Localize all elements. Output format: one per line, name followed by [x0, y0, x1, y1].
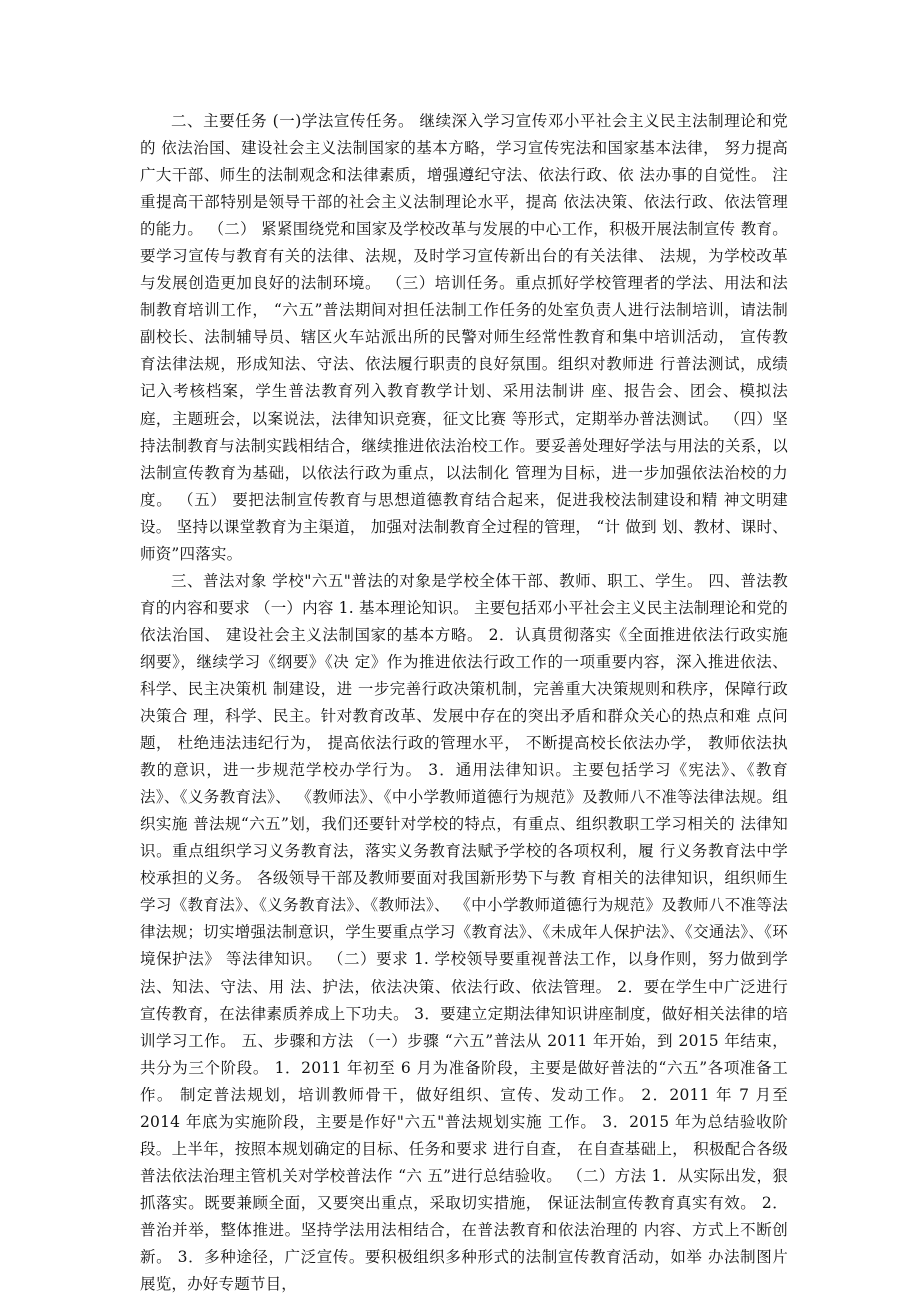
document-page	[140, 108, 788, 1298]
paragraph-targets-content-steps: 三、普法对象 学校"六五"普法的对象是学校全体干部、教师、职工、学生。 四、普法教育的内容和要求 （一）内容 1. 基本理论知识。 主要包括邓小平社会主义民主法制理论和党的依法治国、 建设社会主义法制国家的基本方略。 2．认真贯彻落实《全面推进依法行政实施纲要》，继续学习《纲要》《决 定》作为推进依法行政工作的一项重要内容，深入推进依法、科学、民主决策机 制建设，进 一步完善行政决策机制，完善重大决策规则和秩序，保障行政决策合 理，科学、民主。针对教育改革、发展中存在的突出矛盾和群众关心的热点和难 点问题， 杜绝违法违纪行为， 提高依法行政的管理水平， 不断提高校长依法办学， 教师依法执教的意识，进一步规范学校办学行为。 3．通用法律知识。主要包括学习《宪法》、《教育法》、《义务教育法》、 《教师法》、《中小学教师道德行为规范》及教师八不准等法律法规。组织实施 普法规“六五”划，我们还要针对学校的特点，有重点、组织教职工学习相关的 法律知识。重点组织学习义务教育法，落实义务教育法赋予学校的各项权利，履 行义务教育法中学校承担的义务。 各级领导干部及教师要面对我国新形势下与教 育相关的法律知识，组织师生学习《教育法》、《义务教育法》、《教师法》、 《中小学教师道德行为规范》及教师八不准等法律法规；切实增强法制意识，学生要重点学习《教育法》、《未成年人保护法》、《交通法》、《环境保护法》 等法律知识。 （二）要求 1. 学校领导要重视普法工作，以身作则，努力做到学法、知法、守法、用 法、护法，依法决策、依法行政、依法管理。 2．要在学生中广泛进行宣传教育，在法律素质养成上下功夫。 3．要建立定期法律知识讲座制度，做好相关法律的培训学习工作。 五、步骤和方法 （一）步骤 “六五”普法从 2011 年开始，到 2015 年结束，共分为三个阶段。 1．2011 年初至 6 月为准备阶段，主要是做好普法的“六五”各项准备工作。 制定普法规划，培训教师骨干，做好组织、宣传、发动工作。 2．2011 年 7 月至 2014 年底为实施阶段，主要是作好"六五"普法规划实施 工作。 3．2015 年为总结验收阶段。上半年，按照本规划确定的目标、任务和要求 进行自查， 在自查基础上， 积极配合各级普法依法治理主管机关对学校普法作 “六 五”进行总结验收。 （二）方法 1．从实际出发，狠抓落实。既要兼顾全面，又要突出重点，采取切实措施， 保证法制宣传教育真实有效。 2．普治并举，整体推进。坚持学法用法相结合，在普法教育和依法治理的 内容、方式上不断创新。 3．多种途径，广泛宣传。要积极组织多种形式的法制宣传教育活动，如举 办法制图片展览，办好专题节目，	[140, 571, 788, 1294]
paragraph-main-tasks: 二、主要任务 (一)学法宣传任务。 继续深入学习宣传邓小平社会主义民主法制理论和党的 依法治国、建设社会主义法制国家的基本方略，学习宣传宪法和国家基本法律， 努力提高广大干部、师生的法制观念和法律素质，增强遵纪守法、依法行政、依 法办事的自觉性。 注重提高干部特别是领导干部的社会主义法制理论水平，提高 依法决策、依法行政、依法管理的能力。 （二） 紧紧围绕党和国家及学校改革与发展的中心工作，积极开展法制宣传 教育。要学习宣传与教育有关的法律、法规，及时学习宣传新出台的有关法律、 法规，为学校改革与发展创造更加良好的法制环境。 （三）培训任务。重点抓好学校管理者的学法、用法和法制教育培训工作， “六五”普法期间对担任法制工作任务的处室负责人进行法制培训，请法制副校长、法制辅导员、辖区火车站派出所的民警对师生经常性教育和集中培训活动， 宣传教育法律法规，形成知法、守法、依法履行职责的良好氛围。组织对教师进 行普法测试，成绩记入考核档案，学生普法教育列入教育教学计划、采用法制讲 座、报告会、团会、模拟法庭，主题班会，以案说法，法律知识竞赛，征文比赛 等形式，定期举办普法测试。 （四）坚持法制教育与法制实践相结合，继续推进依法治校工作。要妥善处理好学法与用法的关系，以法制宣传教育为基础，以依法行政为重点，以法制化 管理为目标，进一步加强依法治校的力度。 （五） 要把法制宣传教育与思想道德教育结合起来，促进我校法制建设和精 神文明建设。 坚持以课堂教育为主渠道， 加强对法制教育全过程的管理， “计 做到 划、教材、课时、师资”四落实。	[140, 112, 788, 563]
